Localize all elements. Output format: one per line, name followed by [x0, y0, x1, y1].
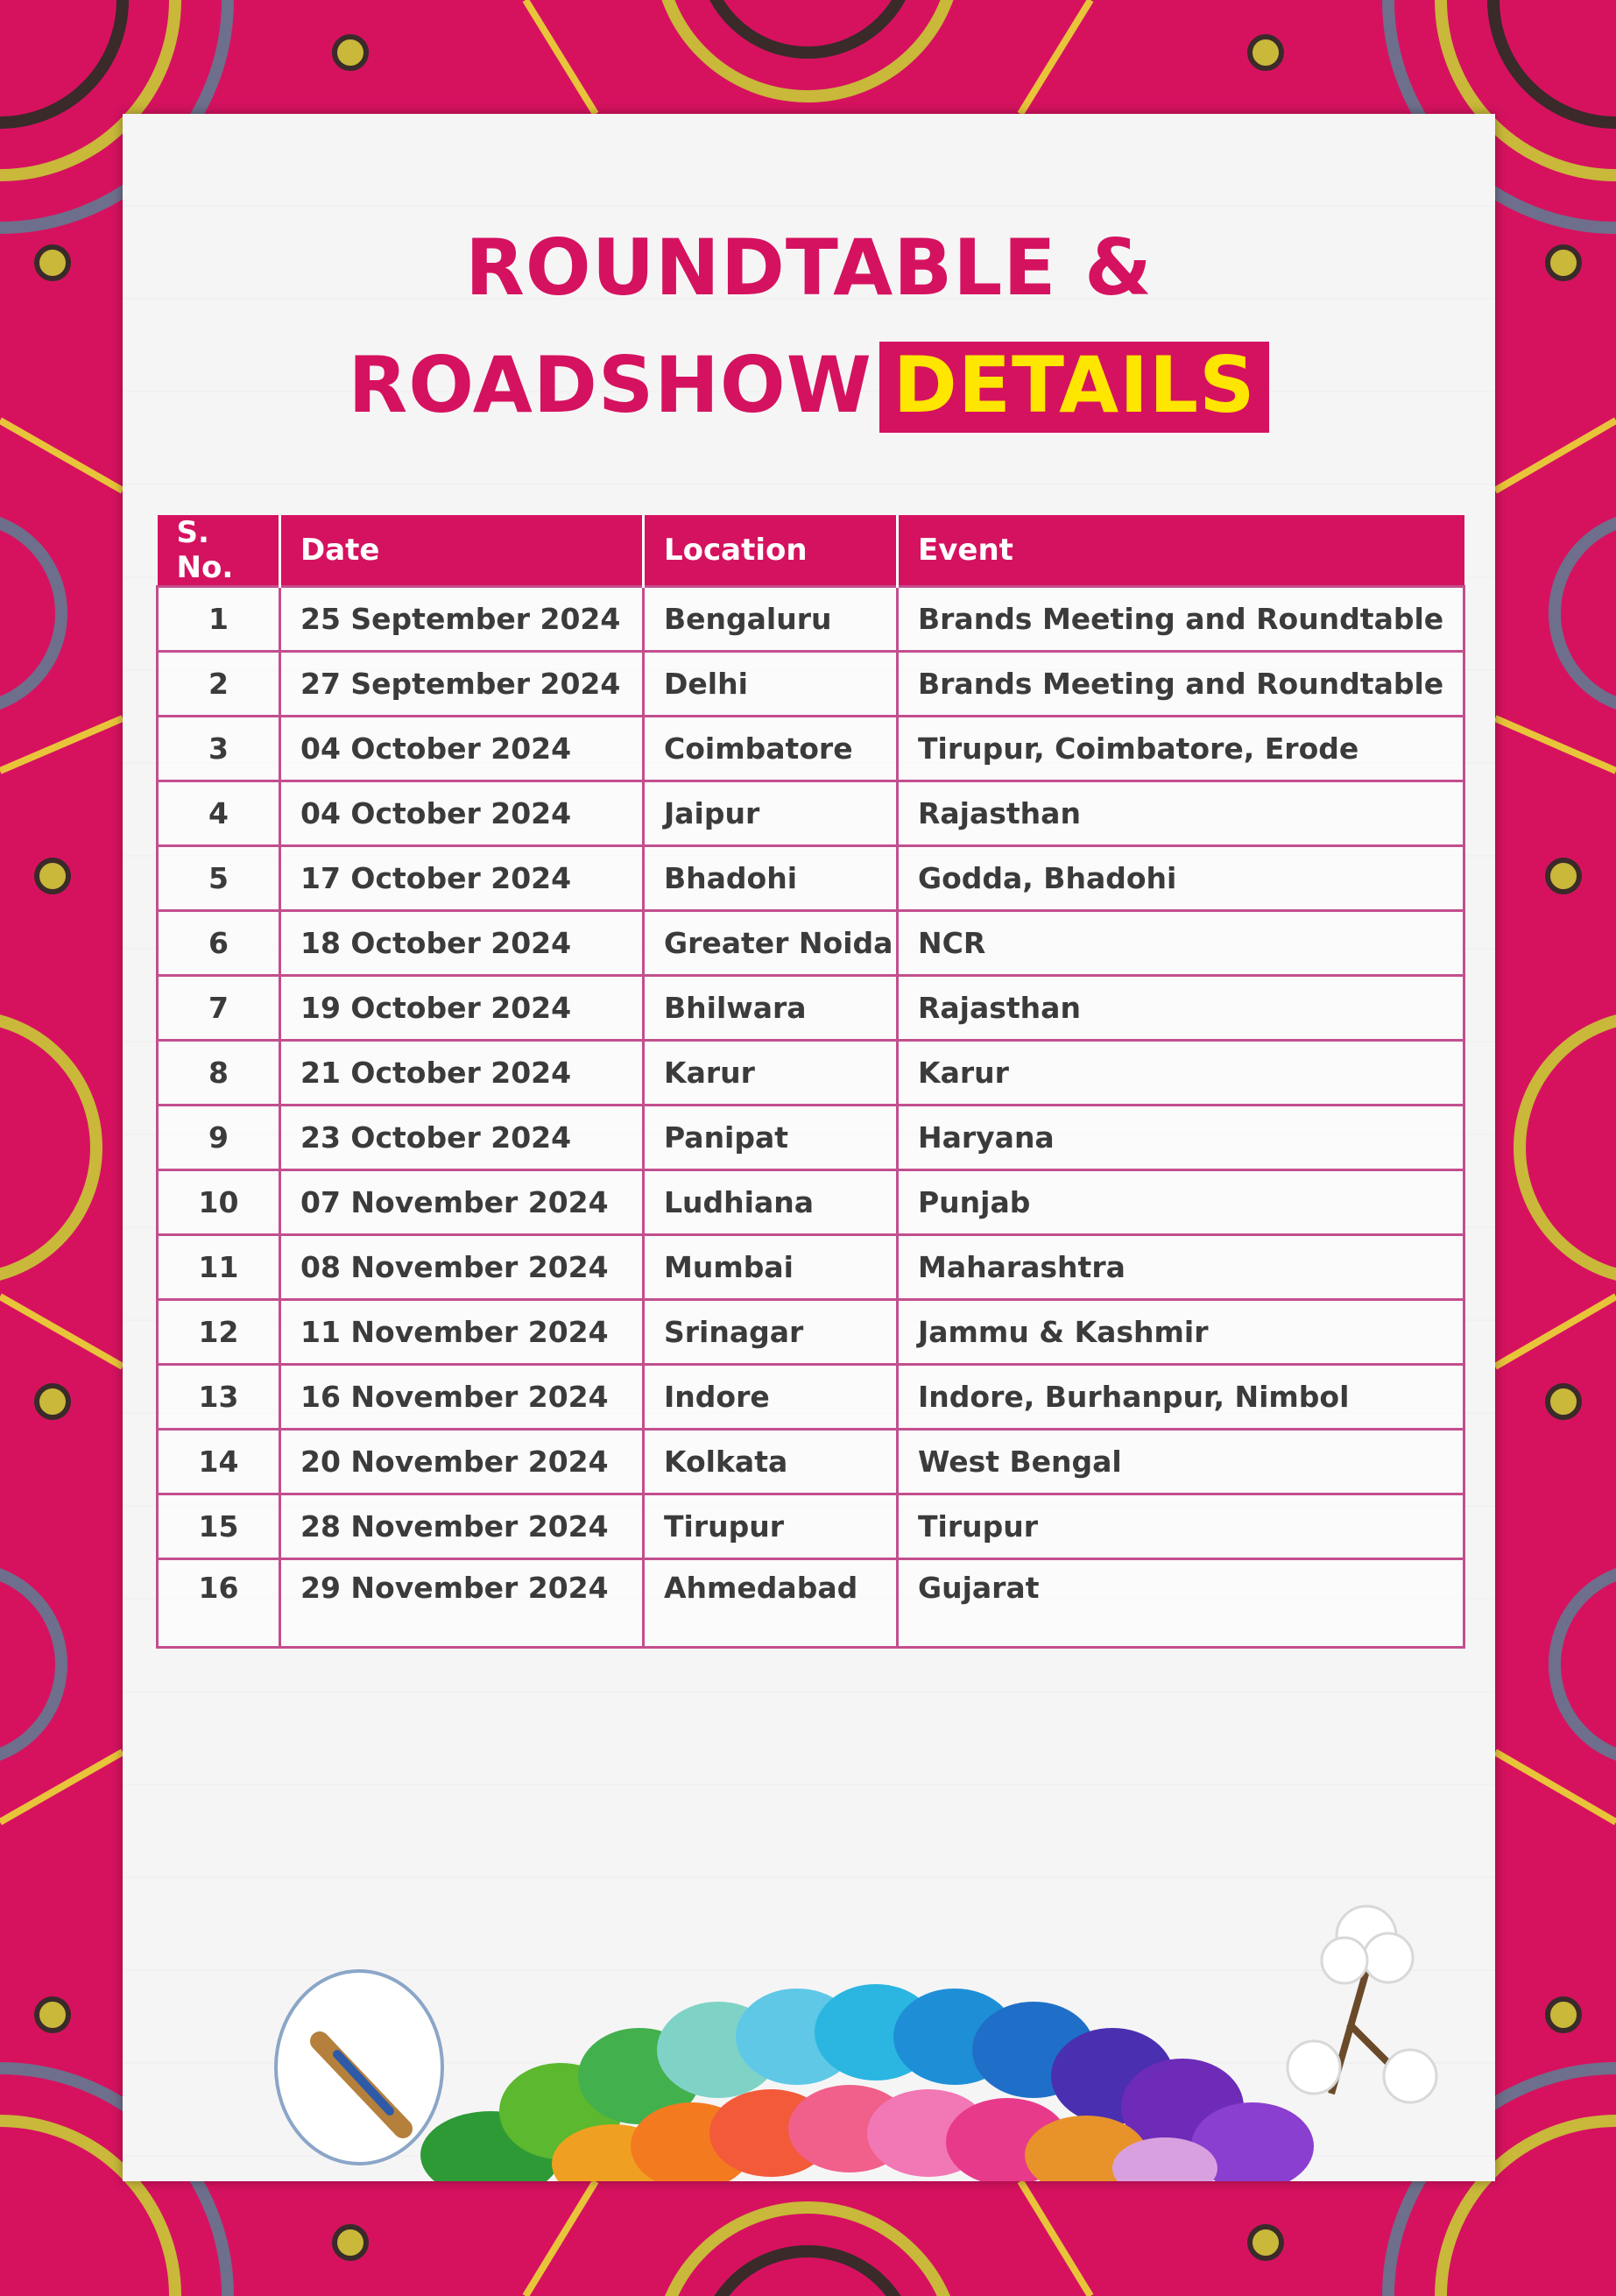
- cell-location: Bhilwara: [644, 976, 898, 1041]
- header-sno: S. No.: [158, 515, 280, 587]
- cell-sno: 8: [158, 1041, 280, 1106]
- cell-location: Tirupur: [644, 1494, 898, 1559]
- cell-event: Tirupur, Coimbatore, Erode: [898, 717, 1464, 781]
- cell-location: Kolkata: [644, 1430, 898, 1494]
- header-location: Location: [644, 515, 898, 587]
- cell-date: 27 September 2024: [280, 652, 644, 717]
- cell-location: Mumbai: [644, 1235, 898, 1300]
- table-row: [158, 587, 1464, 652]
- cell-event: Maharashtra: [898, 1235, 1464, 1300]
- cell-location: Indore: [644, 1365, 898, 1430]
- cotton-branch-icon: [1288, 1906, 1436, 2102]
- cell-date: 16 November 2024: [280, 1365, 644, 1430]
- title-details-highlight: DETAILS: [879, 342, 1270, 433]
- cell-date: 04 October 2024: [280, 717, 644, 781]
- cell-sno: 6: [158, 911, 280, 976]
- cell-sno: 5: [158, 846, 280, 911]
- cell-event: Haryana: [898, 1106, 1464, 1170]
- cell-sno: 12: [158, 1300, 280, 1365]
- table-header-row: [158, 515, 1464, 587]
- cell-sno: 9: [158, 1106, 280, 1170]
- cell-location: Jaipur: [644, 781, 898, 846]
- table-row: [158, 1430, 1464, 1494]
- cell-event: Punjab: [898, 1170, 1464, 1235]
- cell-location: Delhi: [644, 652, 898, 717]
- table-row: [158, 1494, 1464, 1559]
- table-body: [158, 587, 1464, 1648]
- cell-location: Greater Noida: [644, 911, 898, 976]
- header-event: Event: [898, 515, 1464, 587]
- yarn-skeins-icon: [420, 1984, 1314, 2181]
- cell-location: Bengaluru: [644, 587, 898, 652]
- cell-event: NCR: [898, 911, 1464, 976]
- cell-date: 29 November 2024: [280, 1559, 644, 1648]
- table-row: [158, 1235, 1464, 1300]
- table-row: [158, 846, 1464, 911]
- cell-sno: 15: [158, 1494, 280, 1559]
- header-date: Date: [280, 515, 644, 587]
- cell-event: Brands Meeting and Roundtable: [898, 587, 1464, 652]
- cell-sno: 14: [158, 1430, 280, 1494]
- cell-date: 07 November 2024: [280, 1170, 644, 1235]
- cell-date: 08 November 2024: [280, 1235, 644, 1300]
- cell-event: Brands Meeting and Roundtable: [898, 652, 1464, 717]
- cell-event: West Bengal: [898, 1430, 1464, 1494]
- yarn-skeins-shuttle-cotton: [123, 1866, 1495, 2181]
- cell-date: 11 November 2024: [280, 1300, 644, 1365]
- cell-location: Bhadohi: [644, 846, 898, 911]
- shuttle-icon: [276, 1971, 442, 2164]
- cell-sno: 2: [158, 652, 280, 717]
- cell-sno: 1: [158, 587, 280, 652]
- cell-date: 23 October 2024: [280, 1106, 644, 1170]
- table-row: [158, 1300, 1464, 1365]
- cell-date: 20 November 2024: [280, 1430, 644, 1494]
- cell-location: Ahmedabad: [644, 1559, 898, 1648]
- cell-sno: 11: [158, 1235, 280, 1300]
- table-row: [158, 1041, 1464, 1106]
- title-roadshow: ROADSHOW: [348, 340, 872, 430]
- cell-date: 17 October 2024: [280, 846, 644, 911]
- cell-date: 21 October 2024: [280, 1041, 644, 1106]
- table-row: [158, 717, 1464, 781]
- cell-sno: 10: [158, 1170, 280, 1235]
- cell-event: Tirupur: [898, 1494, 1464, 1559]
- cell-event: Jammu & Kashmir: [898, 1300, 1464, 1365]
- cell-location: Srinagar: [644, 1300, 898, 1365]
- cell-sno: 4: [158, 781, 280, 846]
- table-row: [158, 1365, 1464, 1430]
- cell-event: Rajasthan: [898, 781, 1464, 846]
- cell-sno: 13: [158, 1365, 280, 1430]
- cell-location: Coimbatore: [644, 717, 898, 781]
- table-row: [158, 911, 1464, 976]
- cell-date: 28 November 2024: [280, 1494, 644, 1559]
- schedule-table: [156, 515, 1465, 1649]
- cell-date: 18 October 2024: [280, 911, 644, 976]
- cell-sno: 7: [158, 976, 280, 1041]
- cell-location: Panipat: [644, 1106, 898, 1170]
- page-title-line2: [123, 342, 1495, 433]
- page-title-line1: ROUNDTABLE &: [465, 223, 1153, 313]
- cell-sno: 16: [158, 1559, 280, 1648]
- cell-location: Karur: [644, 1041, 898, 1106]
- cell-date: 19 October 2024: [280, 976, 644, 1041]
- cell-event: Gujarat: [898, 1559, 1464, 1648]
- cell-location: Ludhiana: [644, 1170, 898, 1235]
- table-row: [158, 652, 1464, 717]
- cell-event: Karur: [898, 1041, 1464, 1106]
- cell-date: 04 October 2024: [280, 781, 644, 846]
- cell-event: Rajasthan: [898, 976, 1464, 1041]
- cell-event: Godda, Bhadohi: [898, 846, 1464, 911]
- table-row: [158, 781, 1464, 846]
- table-row: [158, 1170, 1464, 1235]
- cell-sno: 3: [158, 717, 280, 781]
- cell-event: Indore, Burhanpur, Nimbol: [898, 1365, 1464, 1430]
- table-row: [158, 976, 1464, 1041]
- content-panel: [123, 114, 1495, 2181]
- cell-date: 25 September 2024: [280, 587, 644, 652]
- table-row: [158, 1106, 1464, 1170]
- table-row: [158, 1559, 1464, 1648]
